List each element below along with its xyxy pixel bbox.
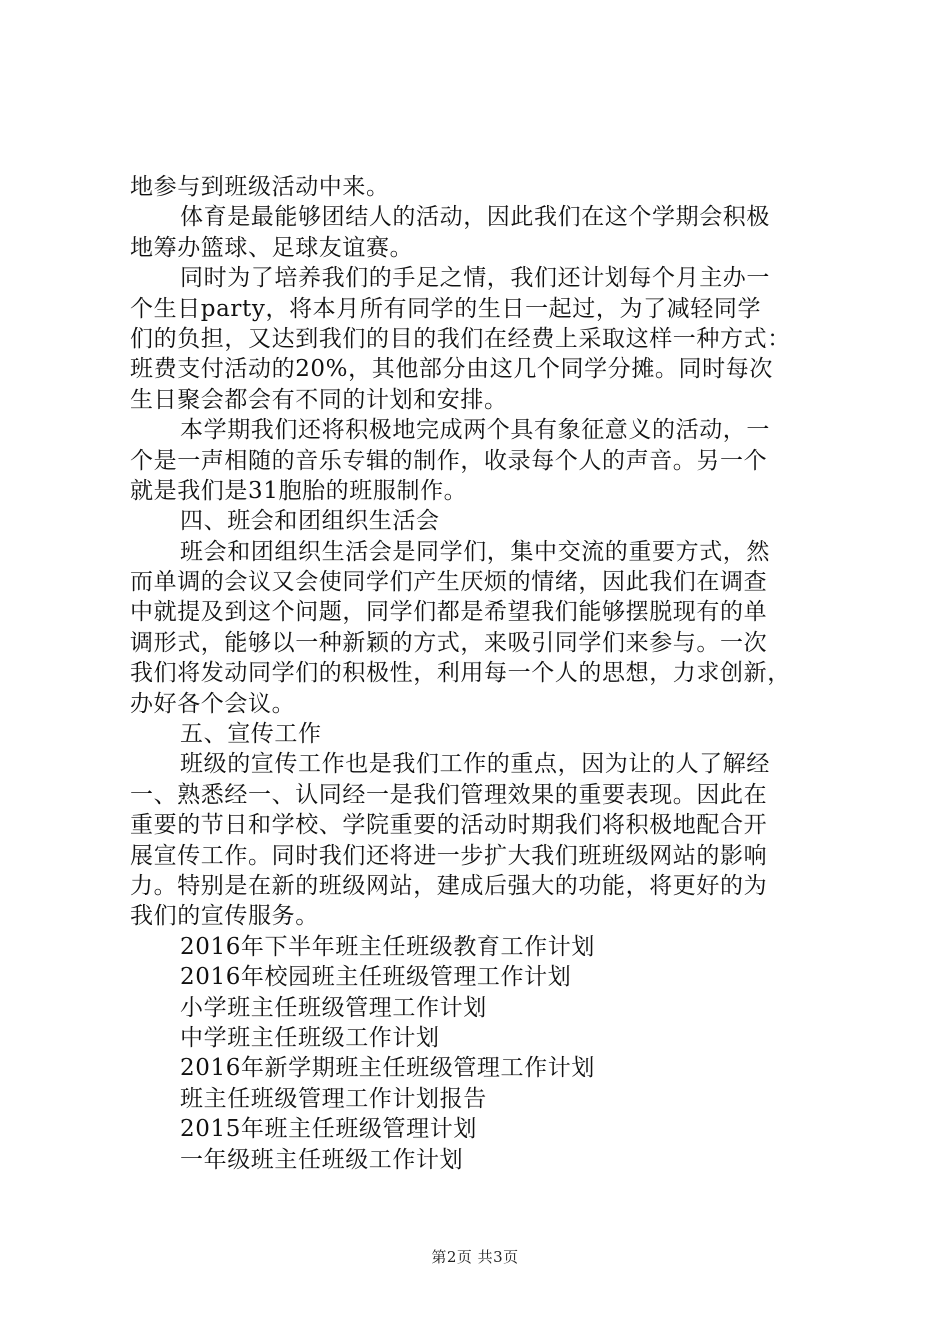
page-footer: 第2页 共3页: [431, 1248, 519, 1266]
text-line: 一、熟悉经一、认同经一是我们管理效果的重要表现。因此在: [130, 781, 768, 808]
text-line: 四、班会和团组织生活会: [180, 508, 440, 535]
text-line: 调形式，能够以一种新颖的方式，来吸引同学们来参与。一次: [130, 629, 768, 656]
text-line: 班会和团组织生活会是同学们，集中交流的重要方式，然: [180, 538, 770, 565]
text-line: 班费支付活动的20%，其他部分由这几个同学分摊。同时每次: [130, 356, 773, 383]
document-body: [130, 172, 832, 1175]
text-line: 而单调的会议又会使同学们产生厌烦的情绪，因此我们在调查: [130, 569, 768, 596]
text-line: 个是一声相随的音乐专辑的制作，收录每个人的声音。另一个: [130, 447, 768, 474]
text-line: 五、宣传工作: [180, 721, 322, 748]
text-line: 2016年新学期班主任班级管理工作计划: [180, 1055, 595, 1082]
text-line: 一年级班主任班级工作计划: [180, 1146, 464, 1173]
text-line: 体育是最能够团结人的活动，因此我们在这个学期会积极: [180, 204, 770, 231]
text-line: 2016年下半年班主任班级教育工作计划: [180, 933, 595, 960]
text-line: 班级的宣传工作也是我们工作的重点，因为让的人了解经: [180, 751, 770, 778]
text-line: 我们的宣传服务。: [130, 903, 319, 930]
text-line: 生日聚会都会有不同的计划和安排。: [130, 386, 508, 413]
text-line: 展宣传工作。同时我们还将进一步扩大我们班班级网站的影响: [130, 842, 768, 869]
text-line: 班主任班级管理工作计划报告: [180, 1085, 487, 1112]
text-line: 们的负担，又达到我们的目的我们在经费上采取这样一种方式：: [130, 325, 791, 352]
text-line: 同时为了培养我们的手足之情，我们还计划每个月主办一: [180, 265, 770, 292]
text-line: 重要的节日和学校、学院重要的活动时期我们将积极地配合开: [130, 812, 768, 839]
text-line: 中学班主任班级工作计划: [180, 1024, 440, 1051]
text-line: 地参与到班级活动中来。: [130, 174, 390, 200]
text-line: 中就提及到这个问题，同学们都是希望我们能够摆脱现有的单: [130, 599, 768, 626]
text-line: 2015年班主任班级管理计划: [180, 1116, 477, 1143]
text-line: 办好各个会议。: [130, 690, 296, 717]
text-line: 就是我们是31胞胎的班服制作。: [130, 477, 468, 504]
text-line: 个生日party，将本月所有同学的生日一起过，为了减轻同学: [130, 295, 762, 322]
text-line: 我们将发动同学们的积极性，利用每一个人的思想，力求创新，: [130, 660, 791, 687]
text-line: 地筹办篮球、足球友谊赛。: [130, 234, 414, 261]
text-line: 小学班主任班级管理工作计划: [180, 994, 487, 1021]
text-line: 力。特别是在新的班级网站，建成后强大的功能，将更好的为: [130, 872, 768, 899]
text-line: 本学期我们还将积极地完成两个具有象征意义的活动，一: [180, 417, 770, 444]
text-line: 2016年校园班主任班级管理工作计划: [180, 964, 572, 991]
